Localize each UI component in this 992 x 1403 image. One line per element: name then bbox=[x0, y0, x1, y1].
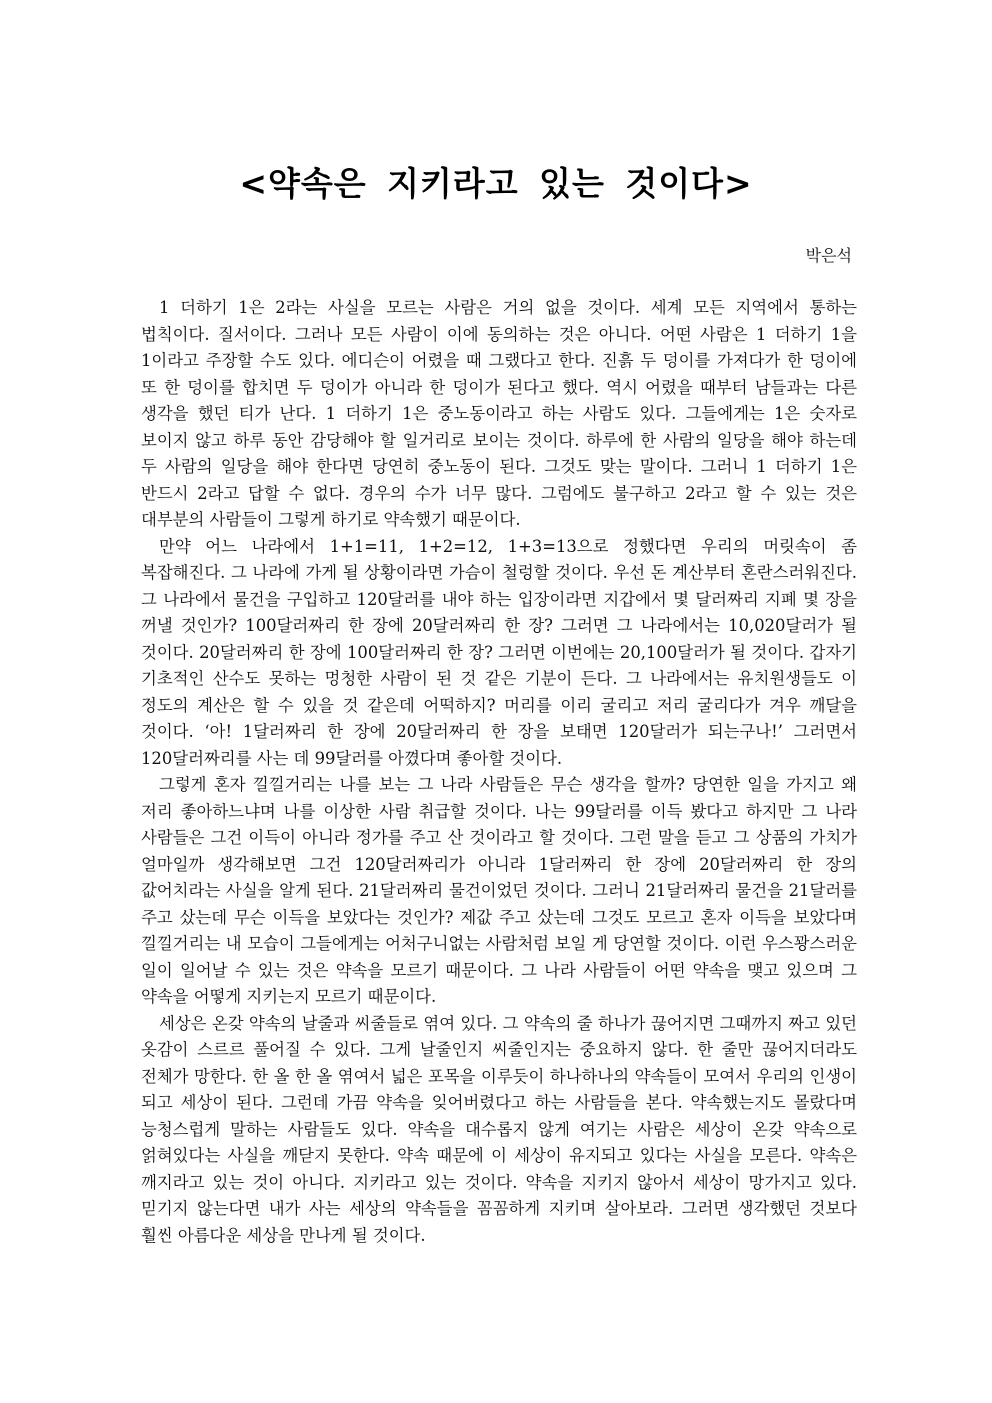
paragraph-3: 그렇게 혼자 낄낄거리는 나를 보는 그 나라 사람들은 무슨 생각을 할까? 당연한 일을 가지고 왜 저리 좋아하느냐며 나를 이상한 사람 취급할 것이다. 나는 99달러를 이득 봤다고 하지만 그 나라 사람들은 그건 이득이 아니라 정가를 주고 산 것이라고 할 것이다. 그런 말을 듣고 그 상품의 가치가 얼마일까 생각해보면 그건 120달러짜리가 아니라 1달러짜리 한 장에 20달러짜리 한 장의 값어치라는 사실을 알게 된다. 21달러짜리 물건이었던 것이다. 그러니 21달러짜리 물건을 21달러를 주고 샀는데 무슨 이득을 보았다는 것인가? 제값 주고 샀는데 그것도 모르고 혼자 이득을 보았다며 낄낄거리는 내 모습이 그들에게는 어처구니없는 사람처럼 보일 게 당연할 것이다. 이런 우스꽝스러운 일이 일어날 수 있는 것은 약속을 모르기 때문이다. 그 나라 사람들이 어떤 약속을 맺고 있으며 그 약속을 어떻게 지키는지 모르기 때문이다. bbox=[141, 775, 857, 1006]
paragraph-2: 만약 어느 나라에서 1+1=11, 1+2=12, 1+3=13으로 정했다면 우리의 머릿속이 좀 복잡해진다. 그 나라에 가게 될 상황이라면 가슴이 철렁할 것이다. 우선 돈 계산부터 혼란스러워진다. 그 나라에서 물건을 구입하고 120달러를 내야 하는 입장이라면 지갑에서 몇 달러짜리 지폐 몇 장을 꺼낼 것인가? 100달러짜리 한 장에 20달러짜리 한 장? 그러면 그 나라에서는 10,020달러가 될 것이다. 20달러짜리 한 장에 100달러짜리 한 장? 그러면 이번에는 20,100달러가 될 것이다. 갑자기 기초적인 산수도 못하는 멍청한 사람이 된 것 같은 기분이 든다. 그 나라에서는 유치원생들도 이 정도의 계산은 할 수 있을 것 같은데 어떡하지? 머리를 이리 굴리고 저리 굴리다가 겨우 깨달을 것이다. ‘아! 1달러짜리 한 장에 20달러짜리 한 장을 보태면 120달러가 되는구나!’ 그러면서 120달러짜리를 사는 데 99달러를 아꼈다며 좋아할 것이다. bbox=[141, 536, 857, 768]
author-name: 박은석 bbox=[805, 246, 852, 265]
paragraph-4: 세상은 온갖 약속의 날줄과 씨줄들로 엮여 있다. 그 약속의 줄 하나가 끊어지면 그때까지 짜고 있던 옷감이 스르르 풀어질 수 있다. 그게 날줄인지 씨줄인지는 중요하지 않다. 한 줄만 끊어지더라도 전체가 망한다. 한 올 한 올 엮여서 넓은 포목을 이루듯이 하나하나의 약속들이 모여서 우리의 인생이 되고 세상이 된다. 그런데 가끔 약속을 잊어버렸다고 하는 사람들을 본다. 약속했는지도 몰랐다며 능청스럽게 말하는 사람들도 있다. 약속을 대수롭지 않게 여기는 사람은 세상이 온갖 약속으로 얽혀있다는 사실을 깨닫지 못한다. 약속 때문에 이 세상이 유지되고 있다는 사실을 모른다. 약속은 깨지라고 있는 것이 아니다. 지키라고 있는 것이다. 약속을 지키지 않아서 세상이 망가지고 있다. 믿기지 않는다면 내가 사는 세상의 약속들을 꼼꼼하게 지키며 살아보라. 그러면 생각했던 것보다 훨씬 아름다운 세상을 만나게 될 것이다. bbox=[141, 1013, 857, 1245]
document-body bbox=[141, 295, 857, 1249]
document-title: <약속은 지키라고 있는 것이다> bbox=[239, 164, 753, 203]
paragraph-1: 1 더하기 1은 2라는 사실을 모르는 사람은 거의 없을 것이다. 세계 모든 지역에서 통하는 법칙이다. 질서이다. 그러나 모든 사람이 이에 동의하는 것은 아니다. 어떤 사람은 1 더하기 1을 1이라고 주장할 수도 있다. 에디슨이 어렸을 때 그랬다고 한다. 진흙 두 덩이를 가져다가 한 덩이에 또 한 덩이를 합치면 두 덩이가 아니라 한 덩이가 된다고 했다. 역시 어렸을 때부터 남들과는 다른 생각을 했던 티가 난다. 1 더하기 1은 중노동이라고 하는 사람도 있다. 그들에게는 1은 숫자로 보이지 않고 하루 동안 감당해야 할 일거리로 보이는 것이다. 하루에 한 사람의 일당을 해야 하는데 두 사람의 일당을 해야 한다면 당연히 중노동이 된다. 그것도 맞는 말이다. 그러니 1 더하기 1은 반드시 2라고 답할 수 없다. 경우의 수가 너무 많다. 그럼에도 불구하고 2라고 할 수 있는 것은 대부분의 사람들이 그렇게 하기로 약속했기 때문이다. bbox=[141, 298, 857, 529]
